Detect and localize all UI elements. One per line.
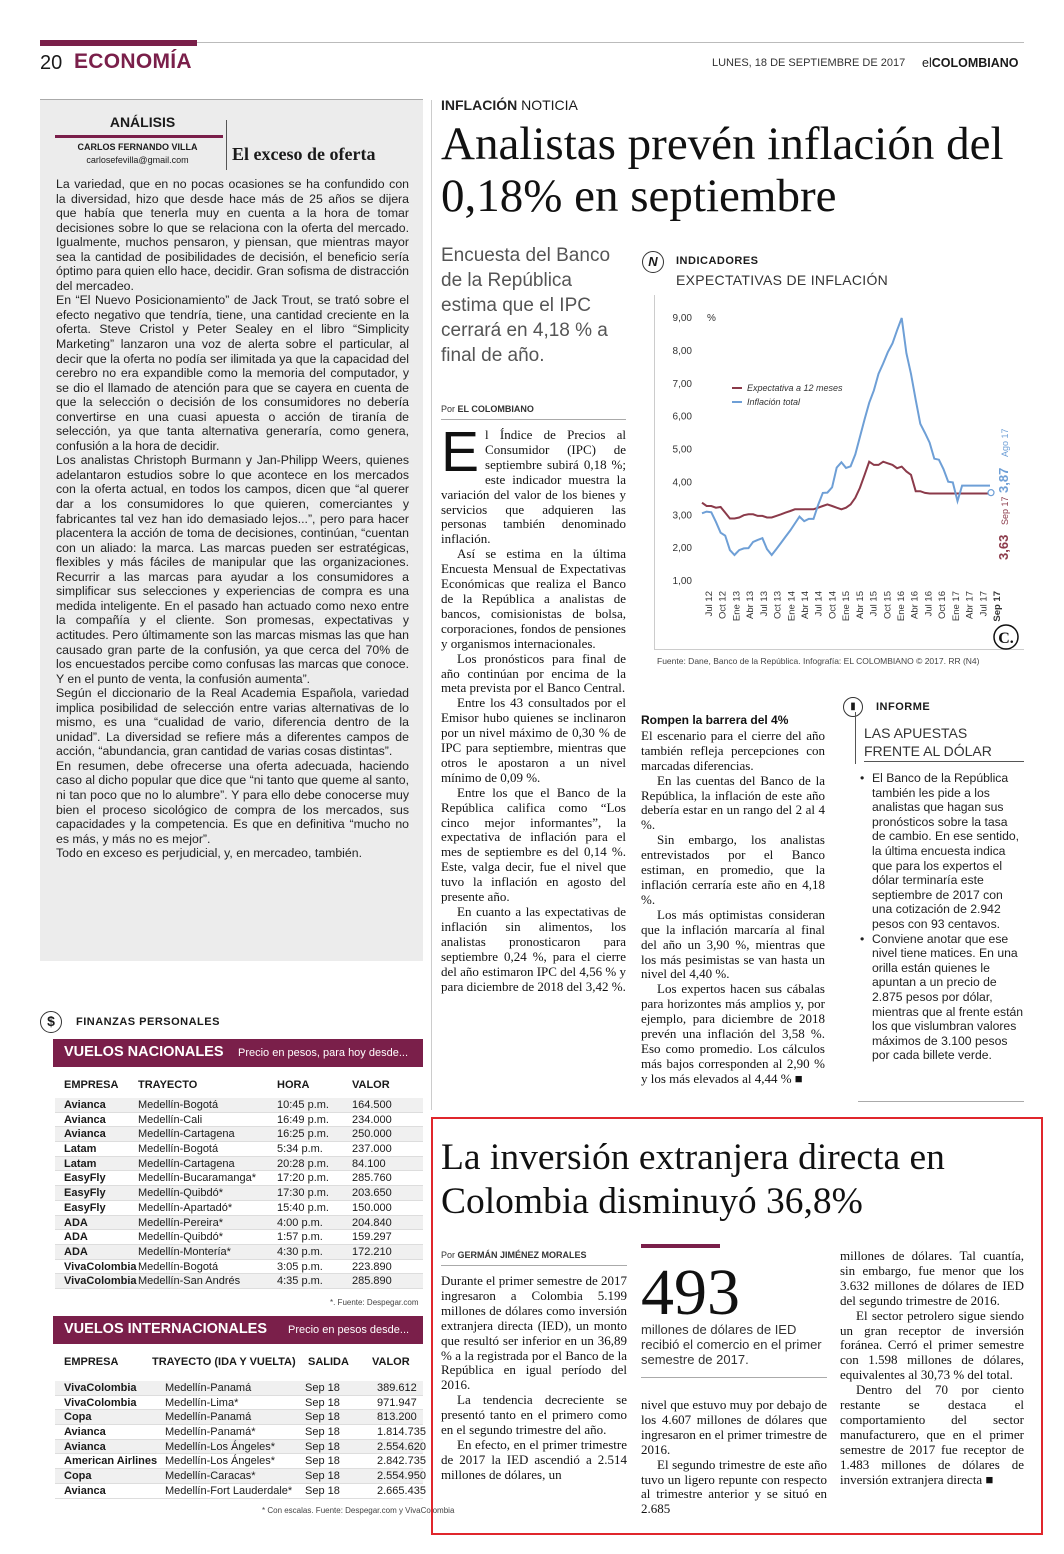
annotation-marker (988, 490, 994, 496)
article-headline: Analistas prevén inflación del 0,18% en septiembre (441, 118, 1004, 222)
table-cell: 2.665.435 (377, 1484, 426, 1497)
analysis-body (56, 177, 409, 861)
table-row (55, 1142, 423, 1157)
table-row (55, 1469, 426, 1484)
annotation-value: 3,63 (996, 534, 1011, 560)
table-cell: 1:57 p.m. (277, 1231, 323, 1244)
table-cell: Copa (64, 1470, 92, 1483)
table-cell: 3:05 p.m. (277, 1260, 323, 1273)
table-cell: Medellín-Panamá (165, 1411, 252, 1424)
column-divider (431, 100, 432, 1110)
x-tick-label: Oct 15 (882, 591, 894, 619)
table-cell: 285.760 (352, 1172, 392, 1185)
table-cell: Copa (64, 1411, 92, 1424)
table-cell: 150.000 (352, 1201, 392, 1214)
big-number-rule (641, 1244, 720, 1248)
table-row (55, 1274, 423, 1289)
table-row (55, 1098, 423, 1113)
col-trayecto: TRAYECTO (138, 1079, 198, 1091)
table-cell: Medellín-Bucaramanga* (138, 1172, 257, 1185)
table-cell: ADA (64, 1231, 88, 1244)
newspaper-prefix: el (922, 56, 932, 70)
table-cell: 237.000 (352, 1143, 392, 1156)
x-tick-label: Jul 13 (758, 591, 770, 617)
table-cell: ADA (64, 1216, 88, 1229)
table-cell: Sep 18 (305, 1484, 340, 1497)
x-tick-label: Ene 14 (786, 591, 798, 622)
table-cell: 4:00 p.m. (277, 1216, 323, 1229)
publication-date: LUNES, 18 DE SEPTIEMBRE DE 2017 (712, 57, 906, 69)
article-paragraph: Los expertos hacen sus cábalas para horizontes más amplios y, por ejemplo, para diciembre de 2018 prevén una inflación del 3,58 %. Eso como promedio. Los cálculos más bajos corresponden al 2,90 % y los más elevados al 4,44 % ■ (641, 981, 825, 1086)
table-cell: Medellín-Apartadó* (138, 1201, 233, 1214)
table-cell: 203.650 (352, 1187, 392, 1200)
table-row (55, 1260, 423, 1275)
table-cell: Medellín-Lima* (165, 1396, 239, 1409)
col-valor: VALOR (372, 1356, 410, 1368)
article-subheadline: Encuesta del Banco de la República estima que el IPC cerrará en 4,18 % a final de año. (441, 245, 611, 366)
vuelos-internacionales-title: VUELOS INTERNACIONALES (64, 1321, 268, 1337)
vuelos-nacionales-title: VUELOS NACIONALES (64, 1044, 224, 1060)
article-paragraph: En cuanto a las expectativas de inflación sin alimentos, los analistas pronosticaron para septiembre 0,24 %, para el cierre del año estimaron IPC del 4,56 % y para diciembre de 2018 del 3,42 %. (441, 904, 626, 994)
table-cell: 172.210 (352, 1245, 392, 1258)
table-cell: Medellín-Bogotá (138, 1143, 219, 1156)
article-paragraph: En las cuentas del Banco de la República, la inflación de este año debería estar en un rango del 2 al 4 %. (641, 772, 825, 833)
indicadores-icon: N (642, 251, 664, 273)
table-cell: Sep 18 (305, 1382, 340, 1394)
y-tick-label: 6,00 (672, 411, 692, 423)
table-row (55, 1410, 423, 1425)
table-row (55, 1381, 423, 1396)
table-cell: American Airlines (64, 1455, 158, 1468)
x-tick-label: Ene 13 (731, 591, 743, 622)
annotation-label: Ago 17 (1000, 428, 1010, 457)
box-column-3 (840, 1249, 1024, 1488)
box-paragraph: El sector petrolero sigue siendo un gran receptor de inversión foránea. Cerró el primer semestre con 1.598 millones de dólares, equivalentes al 30,73 % del total. (840, 1307, 1024, 1383)
informe-divider (855, 712, 856, 764)
box-paragraph: millones de dólares. Tal cuantía, sin embargo, fue menor que los 3.632 millones de dólares de IED del segundo trimestre de 2016. (840, 1248, 1024, 1308)
analysis-label: ANÁLISIS (109, 114, 176, 130)
analysis-paragraph: La variedad, que en no pocas ocasiones se ha confundido con la diversidad, hizo que desde hace más de 25 años se dijera que había que tenerla muy en cuenta a la hora de tomar decisiones sobre lo que se relaciona con la oferta del mercado. Igualmente, muchos pensaron, y piensan, que mientras mayor sea la cantidad de posibilidades de decisión, el beneficio sería óptimo para quien ello hace, decidir. Gran sofisma de distracción del mercadeo. (56, 177, 409, 293)
box-paragraph: El segundo trimestre de este año tuvo un ligero repunte con respecto al trimestre anterior y se situó en 2.685 (641, 1456, 827, 1517)
table-cell: Medellín-Panamá (165, 1382, 252, 1394)
article-paragraph: Entre los que el Banco de la República califica como “Los cinco mejor informantes”, la expectativa de inflación para el mes de septiembre es del 0,14 %. Este, valga decir, fue el nivel que tuvo la inflación en agosto del presente año. (441, 784, 626, 905)
table-row (55, 1216, 423, 1231)
section-color-bar (40, 40, 197, 46)
informe-title: LAS APUESTAS FRENTE AL DÓLAR (864, 725, 992, 759)
table-cell: 223.890 (352, 1260, 392, 1273)
x-tick-label: Abr 14 (800, 591, 811, 619)
table-cell: 2.554.950 (377, 1470, 426, 1483)
table-cell: 2.842.735 (377, 1455, 426, 1468)
legend-label: Inflación total (747, 397, 801, 407)
table-cell: Medellín-Los Ángeles* (165, 1455, 276, 1468)
analysis-paragraph: En resumen, debe ofrecerse una oferta adecuada, haciendo caso al dicho popular que dice que “ni tanto que queme al santo, ni tan poco que no lo alumbre”. Y para ello debe conocerse muy bien el proceso sicológico de compra de los mercados, sus capacidades y la competencia. Es que en definitiva “mucho no es más, y más no es mejor”. (56, 758, 409, 846)
finanzas-title: FINANZAS PERSONALES (76, 1016, 220, 1028)
table-cell: Avianca (64, 1113, 106, 1126)
article-paragraph (441, 420, 626, 547)
box-column-2 (641, 1398, 827, 1517)
kicker-type: NOTICIA (521, 97, 578, 113)
y-tick-label: 4,00 (672, 477, 692, 489)
chart-source: Fuente: Dane, Banco de la República. Infografía: EL COLOMBIANO © 2017. RR (N4) (657, 656, 980, 666)
table-cell: 250.000 (352, 1128, 392, 1141)
box-byline-name: GERMÁN JIMÉNEZ MORALES (457, 1250, 587, 1260)
vuelos-internacionales-subtitle: Precio en pesos desde... (288, 1324, 410, 1336)
table-cell: Sep 18 (305, 1440, 340, 1453)
kicker-topic: INFLACIÓN (441, 97, 518, 113)
header-rule (197, 42, 1024, 43)
document-icon: ▮ (843, 697, 863, 717)
table-row (55, 1201, 423, 1216)
table-cell: 159.297 (352, 1231, 392, 1244)
table-cell: VivaColombia (64, 1260, 137, 1273)
table-cell: Medellín-Fort Lauderdale* (165, 1484, 293, 1497)
article-kicker (441, 97, 578, 113)
page-number: 20 (40, 52, 63, 74)
table-cell: 204.840 (352, 1216, 392, 1229)
table-cell: Medellín-Cartagena (138, 1128, 235, 1141)
table-cell: 16:49 p.m. (277, 1113, 329, 1126)
table-cell: Medellín-Cali (138, 1113, 203, 1126)
table-cell: 84.100 (352, 1157, 386, 1170)
box-paragraph: La tendencia decreciente se presentó tanto en el primero como en el segundo trimestre del año. (441, 1392, 627, 1438)
y-tick-label: 2,00 (672, 543, 692, 555)
table-cell: 5:34 p.m. (277, 1143, 323, 1156)
box-paragraph: Durante el primer semestre de 2017 ingresaron a Colombia 5.199 millones de dólares como inversión extranjera directa (IED), un monto que resultó ser inferior en un 36,89 % a la registrada por el Banco de la República en igual período del 2016. (441, 1273, 627, 1393)
col-hora: HORA (277, 1079, 310, 1091)
table-cell: EasyFly (64, 1172, 106, 1185)
table-cell: Sep 18 (305, 1426, 340, 1439)
informe-item: • El Banco de la República también les pide a los analistas que hagan sus pronósticos sobre la tasa de cambio. En ese sentido, la última encuesta indica que para los expertos el dólar terminaría este septiembre de 2017 con una cotización de 2.942 pesos con 93 centavos. (858, 771, 1024, 932)
table-cell: 813.200 (377, 1411, 417, 1424)
analysis-divider (226, 120, 227, 170)
analysis-paragraph: Según el diccionario de la Real Academia Española, variedad implica posibilidad de selección entre varias alternativas de lo mismo, es una “cualidad de vario, diferencia dentro de la unidad”. La diversidad se refiere más a diferentes campos de acción, “abundancia, gran cantidad de varias cosas distintas”. (56, 686, 409, 759)
box-paragraph: En efecto, en el primer trimestre de 2017 la IED ascendió a 2.514 millones de dólares, un (441, 1436, 627, 1482)
table-cell: VivaColombia (64, 1396, 137, 1409)
x-tick-label: Abr 15 (854, 591, 866, 619)
table-cell: EasyFly (64, 1187, 106, 1200)
dropcap: E (441, 420, 480, 484)
table-cell: 285.890 (352, 1275, 392, 1288)
informe-item: • Conviene anotar que ese nivel tiene matices. En una orilla están quienes le apuntan a un precio de 2.875 pesos por dólar, mientras que al frente están los que vislumbran valores máximos de 3.100 pesos por cada billete verde. (858, 932, 1024, 1063)
chart-title: EXPECTATIVAS DE INFLACIÓN (676, 272, 889, 288)
table-cell: Medellín-Quibdó* (138, 1231, 223, 1244)
x-tick-label: Oct 14 (827, 591, 839, 619)
article-paragraph: El escenario para el cierre del año también refleja percepciones con marcadas diferencias. (641, 727, 825, 773)
table-cell: 4:30 p.m. (277, 1245, 323, 1258)
col-empresa: EMPRESA (64, 1356, 119, 1368)
table-row (55, 1171, 423, 1186)
box-byline-rule (441, 1265, 627, 1266)
table-row (55, 1440, 426, 1455)
x-tick-label: Abr 16 (909, 591, 921, 619)
x-tick-label: Ene 17 (950, 591, 962, 622)
article-paragraph-text: l Índice de Precios al Consumidor (IPC) de septiembre subirá 0,18 %; este indicador muestra la variación del valor de los bienes y servicios que adquieren las personas también denominado inflación. (441, 427, 626, 547)
table-cell: VivaColombia (64, 1382, 137, 1394)
table-cell: Medellín-Pereira* (138, 1216, 223, 1229)
table-cell: Medellín-Bogotá (138, 1099, 219, 1111)
table-cell: 10:45 p.m. (277, 1099, 329, 1111)
box-headline: La inversión extranjera directa en Colombia disminuyó 36,8% (441, 1137, 945, 1222)
article-paragraph: Así se estima en la última Encuesta Mensual de Expectativas Económicas que realiza el Banco de la República a analistas de bancos, comisionistas de bolsa, corporaciones, fondos de pensiones y organismos internacionales. (441, 546, 626, 651)
x-tick-label: Sep 17 (992, 591, 1003, 622)
byline-prefix: Por (441, 404, 456, 414)
dollar-icon: $ (40, 1011, 62, 1033)
y-unit-label: % (707, 313, 716, 324)
big-number-caption: millones de dólares de IED recibió el comercio en el primer semestre de 2017. (641, 1322, 822, 1367)
table-cell: 2.554.620 (377, 1440, 426, 1453)
vuelos-nacionales-header (53, 1039, 423, 1067)
x-tick-label: Jul 16 (923, 591, 935, 617)
table-cell: EasyFly (64, 1201, 106, 1214)
table-cell: 20:28 p.m. (277, 1157, 329, 1170)
table-cell: Avianca (64, 1128, 106, 1141)
table-cell: ADA (64, 1245, 88, 1258)
vuelos-nacionales-source: *. Fuente: Despegar.com (330, 1298, 419, 1307)
x-tick-label: Ene 16 (896, 591, 907, 622)
y-tick-label: 5,00 (672, 444, 692, 456)
x-tick-label: Abr 17 (964, 591, 976, 619)
y-tick-label: 7,00 (672, 378, 692, 390)
series-line (702, 318, 990, 555)
article-paragraph: Entre los 43 consultados por el Emisor hubo quienes se inclinaron por un nivel máximo de 0,30 % de IPC para septiembre, mientras que otros le apostaron a un nivel mínimo de 0,09 %. (441, 695, 626, 785)
y-tick-label: 1,00 (672, 576, 692, 587)
y-tick-label: 3,00 (672, 510, 692, 522)
table-cell: Medellín-Cartagena (138, 1157, 235, 1170)
table-cell: 15:40 p.m. (277, 1201, 329, 1214)
table-cell: Sep 18 (305, 1470, 340, 1483)
informe-bottom-rule (858, 1101, 1024, 1102)
analysis-paragraph: Los analistas Christoph Burmann y Jan-Philipp Weers, quienes adelantaron estudios sobre lo que acontece en los mercados con la oferta actual, en todos los campos, dicen que “al querer dar a los consumidores lo que quieren, comerciantes y fabricantes tal vez han ido demasiado lejos...”, pero para hacer placentera la acción de toma de decisiones, continúan, “cuentan con un aliado: la marca. Las marcas pueden ser estratégicas, flexibles y más fáciles de manipular que las organizaciones. Recurrir a las marcas para ayudar a los consumidores a simplificar sus selecciones y experiencias de compra es una medida inteligente. En el pasado han actuado como nexo entre la compañía y el cliente. Son promesas, expectativas y actitudes. Pero últimamente son las marcas mismas las que han causado gran parte de la confusión, ya que cerca del 70% de los encuestados percibe como confusas las marcas que conoce. Y en el punto de venta, la confusión aumenta”. (56, 453, 409, 686)
y-tick-label: 9,00 (672, 313, 692, 324)
byline-name: EL COLOMBIANO (457, 404, 534, 414)
article-paragraph: Sin embargo, los analistas entrevistados por el Banco estiman, en promedio, que la inflación cerraría este año en 4,18 %. (641, 832, 825, 907)
informe-label: INFORME (876, 701, 931, 713)
table-row (55, 1396, 423, 1411)
article-column-2 (641, 713, 825, 1087)
table-cell: 234.000 (352, 1113, 392, 1126)
col-valor: VALOR (352, 1079, 390, 1091)
table-cell: Avianca (64, 1099, 106, 1111)
table-cell: Latam (64, 1143, 97, 1156)
table-cell: 164.500 (352, 1099, 392, 1111)
table-cell: Sep 18 (305, 1455, 340, 1468)
analysis-paragraph: En “El Nuevo Posicionamiento” de Jack Trout, se trató sobre el efecto negativo que tendría, tiene, una cantidad creciente en la oferta. Steve Cristol y Peter Sealey en el libro “Simplicity Marketing” lanzaron una voz de alerta sobre el particular, al decir que la oferta no podía ser ilimitada ya que la capacidad del cerebro no era expandible como la memoria del computador, y se dio el llamado de atención para que se cayera en cuenta de que la selección o decisión de los consumidores no debería convertirse en una cuasi apuesta o acción de tiranía de selección, ya que tanta alternativa generaría, como genera, confusión a la hora de decidir. (56, 293, 409, 453)
table-cell: Avianca (64, 1484, 106, 1497)
x-tick-label: Jul 14 (813, 591, 825, 617)
table-cell: 389.612 (377, 1382, 417, 1394)
box-byline-prefix: Por (441, 1250, 456, 1260)
table-row (55, 1245, 423, 1260)
informe-list (858, 771, 1024, 1063)
section-title: ECONOMÍA (74, 50, 192, 73)
annotation-label: Sep 17 (1000, 496, 1010, 525)
analysis-rule (55, 135, 223, 138)
annotation-value: 3,87 (996, 467, 1011, 493)
table-cell: VivaColombia (64, 1275, 137, 1288)
table-cell: Avianca (64, 1426, 106, 1439)
indicadores-label: INDICADORES (676, 255, 759, 267)
table-cell: 1.814.735 (377, 1426, 426, 1439)
analysis-author: CARLOS FERNANDO VILLA (77, 142, 198, 152)
x-tick-label: Oct 16 (937, 591, 949, 619)
table-cell: Avianca (64, 1440, 106, 1453)
x-tick-label: Jul 15 (868, 591, 880, 617)
box-paragraph: Dentro del 70 por ciento restante se destaca el comportamiento del sector manufacturero, que en el primer semestre de 2017 fue receptor de 1.483 millones de dólares de inversión extranjera directa ■ (840, 1382, 1024, 1487)
table-cell: Medellín-Bogotá (138, 1260, 219, 1273)
article-subheading: Rompen la barrera del 4% (641, 713, 789, 727)
logo-text: C. (998, 630, 1014, 647)
box-column-1 (441, 1274, 627, 1483)
analysis-author-email[interactable]: carlosefevilla@gmail.com (86, 155, 189, 165)
vuelos-internacionales-source: * Con escalas. Fuente: Despegar.com y VivaColombia (262, 1506, 455, 1515)
table-row (55, 1186, 423, 1201)
table-cell: 17:30 p.m. (277, 1187, 329, 1200)
x-tick-label: Oct 13 (772, 591, 784, 619)
table-row (55, 1454, 426, 1469)
table-cell: 4:35 p.m. (277, 1275, 323, 1288)
table-cell: 971.947 (377, 1396, 417, 1409)
col-trayecto: TRAYECTO (IDA Y VUELTA) (152, 1356, 296, 1368)
informe-rule (864, 761, 1024, 762)
newspaper-name (922, 56, 1019, 70)
table-cell: Medellín-Caracas* (165, 1470, 256, 1483)
table-cell: Medellín-Los Ángeles* (165, 1440, 276, 1453)
vuelos-internacionales-header (53, 1316, 423, 1344)
big-number-bottom-rule (641, 1377, 827, 1378)
table-row (55, 1157, 423, 1172)
table-cell: Medellín-Panamá* (165, 1426, 256, 1439)
newspaper-brand: COLOMBIANO (931, 56, 1019, 70)
table-row (55, 1230, 423, 1245)
table-cell: Sep 18 (305, 1411, 340, 1424)
table-cell: Latam (64, 1157, 97, 1170)
table-cell: Medellín-San Andrés (138, 1275, 241, 1288)
table-cell: Medellín-Quibdó* (138, 1187, 223, 1200)
table-row (55, 1113, 423, 1128)
x-tick-label: Abr 13 (745, 591, 757, 619)
analysis-title: El exceso de oferta (232, 144, 376, 164)
analysis-paragraph: Todo en exceso es perjudicial, y, en mercadeo, también. (56, 846, 362, 861)
x-tick-label: Jul 17 (978, 591, 990, 617)
box-paragraph: nivel que estuvo muy por debajo de los 4.607 millones de dólares que ingresaron en el primer trimestre de 2016. (641, 1397, 827, 1457)
series-line (702, 462, 990, 519)
legend-label: Expectativa a 12 meses (747, 383, 843, 393)
table-row (55, 1425, 426, 1440)
x-tick-label: Oct 12 (717, 591, 729, 619)
table-cell: 16:25 p.m. (277, 1128, 329, 1141)
article-column-1 (441, 420, 626, 994)
article-paragraph: Los pronósticos para final de año continúan por encima de la meta prevista por el Banco Central. (441, 650, 626, 696)
article-paragraph: Los más optimistas consideran que la inflación marcaría al final del año un 3,90 %, mientras que los más pesimistas se van hasta un nivel del 4,40 %. (641, 906, 825, 982)
col-empresa: EMPRESA (64, 1079, 119, 1091)
table-cell: Medellín-Montería* (138, 1245, 231, 1258)
inflation-chart (654, 295, 1024, 650)
vuelos-nacionales-table (55, 1098, 423, 1289)
vuelos-nacionales-subtitle: Precio en pesos, para hoy desde... (238, 1047, 408, 1059)
x-tick-label: Ene 15 (841, 591, 853, 622)
y-tick-label: 8,00 (672, 345, 692, 357)
big-number: 493 (641, 1256, 740, 1329)
box-byline (441, 1250, 587, 1260)
table-row (55, 1127, 423, 1142)
x-tick-label: Jul 12 (704, 591, 715, 617)
table-cell: 17:20 p.m. (277, 1172, 329, 1185)
vuelos-internacionales-table (55, 1381, 426, 1499)
table-cell: Sep 18 (305, 1396, 340, 1409)
table-row (55, 1484, 426, 1499)
article-byline (441, 404, 534, 414)
col-salida: SALIDA (308, 1356, 349, 1368)
